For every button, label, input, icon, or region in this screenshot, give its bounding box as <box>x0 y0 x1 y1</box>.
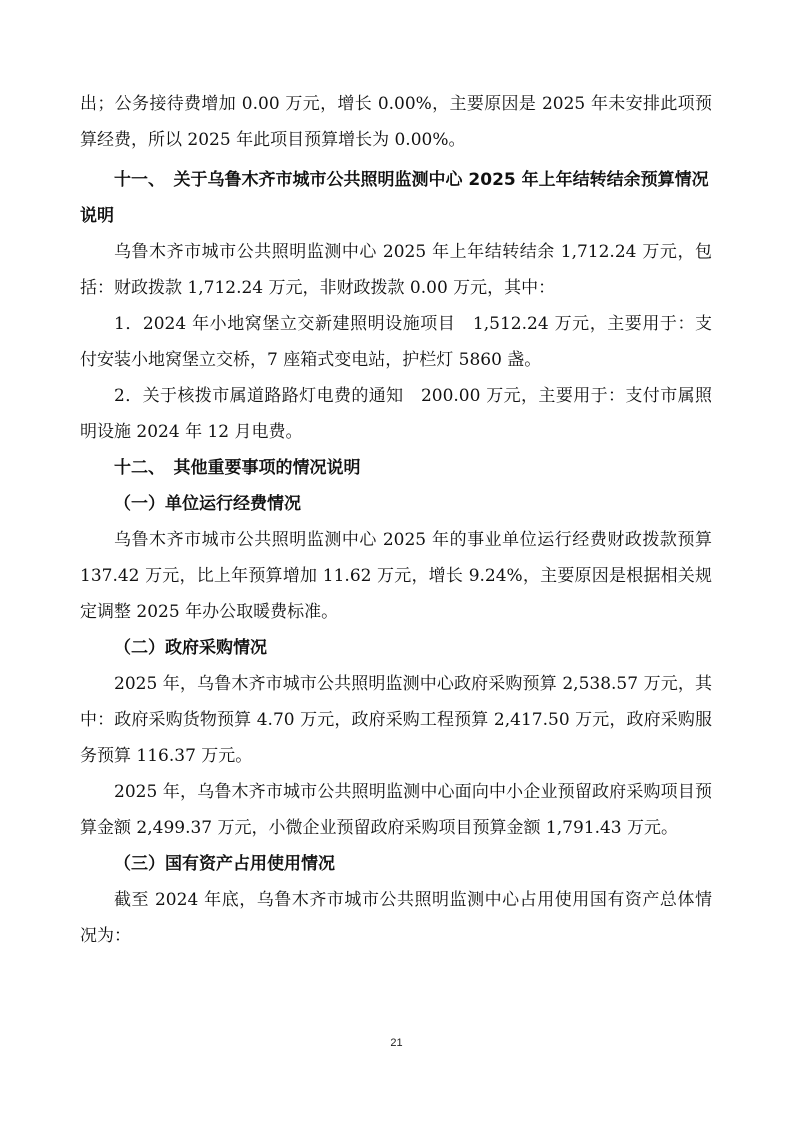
page-number: 21 <box>390 1037 403 1049</box>
subsection-heading: （二）政府采购情况 <box>114 638 267 658</box>
paragraph: 2025 年，乌鲁木齐市城市公共照明监测中心政府采购预算 2,538.57 万元，其中：政府采购货物预算 4.70 万元，政府采购工程预算 2,417.50 万元，政府采购服务预算 116.37 万元。 <box>80 674 712 766</box>
paragraph: 乌鲁木齐市城市公共照明监测中心 2025 年上年结转结余 1,712.24 万元，包括：财政拨款 1,712.24 万元，非财政拨款 0.00 万元，其中： <box>80 242 712 298</box>
list-item: 2．关于核拨市属道路路灯电费的通知 200.00 万元，主要用于：支付市属照明设施 2024 年 12 月电费。 <box>80 386 712 442</box>
section-heading-12: 十二、 其他重要事项的情况说明 <box>114 458 361 478</box>
page-body <box>80 86 712 954</box>
paragraph: 出；公务接待费增加 0.00 万元，增长 0.00%，主要原因是 2025 年未安排此项预算经费，所以 2025 年此项目预算增长为 0.00%。 <box>80 94 712 150</box>
section-heading-11: 十一、 关于乌鲁木齐市城市公共照明监测中心 2025 年上年结转结余预算情况说明 <box>80 170 709 226</box>
subsection-heading: （一）单位运行经费情况 <box>114 494 301 514</box>
list-item: 1．2024 年小地窝堡立交新建照明设施项目 1,512.24 万元，主要用于：支付安装小地窝堡立交桥，7 座箱式变电站，护栏灯 5860 盏。 <box>80 314 712 370</box>
paragraph: 截至 2024 年底，乌鲁木齐市城市公共照明监测中心占用使用国有资产总体情况为： <box>80 890 712 946</box>
paragraph: 乌鲁木齐市城市公共照明监测中心 2025 年的事业单位运行经费财政拨款预算 137.42 万元，比上年预算增加 11.62 万元，增长 9.24%，主要原因是根据相关规定调整 2025 年办公取暖费标准。 <box>80 530 712 622</box>
paragraph: 2025 年，乌鲁木齐市城市公共照明监测中心面向中小企业预留政府采购项目预算金额 2,499.37 万元，小微企业预留政府采购项目预算金额 1,791.43 万元。 <box>80 782 712 838</box>
subsection-heading: （三）国有资产占用使用情况 <box>114 854 335 874</box>
